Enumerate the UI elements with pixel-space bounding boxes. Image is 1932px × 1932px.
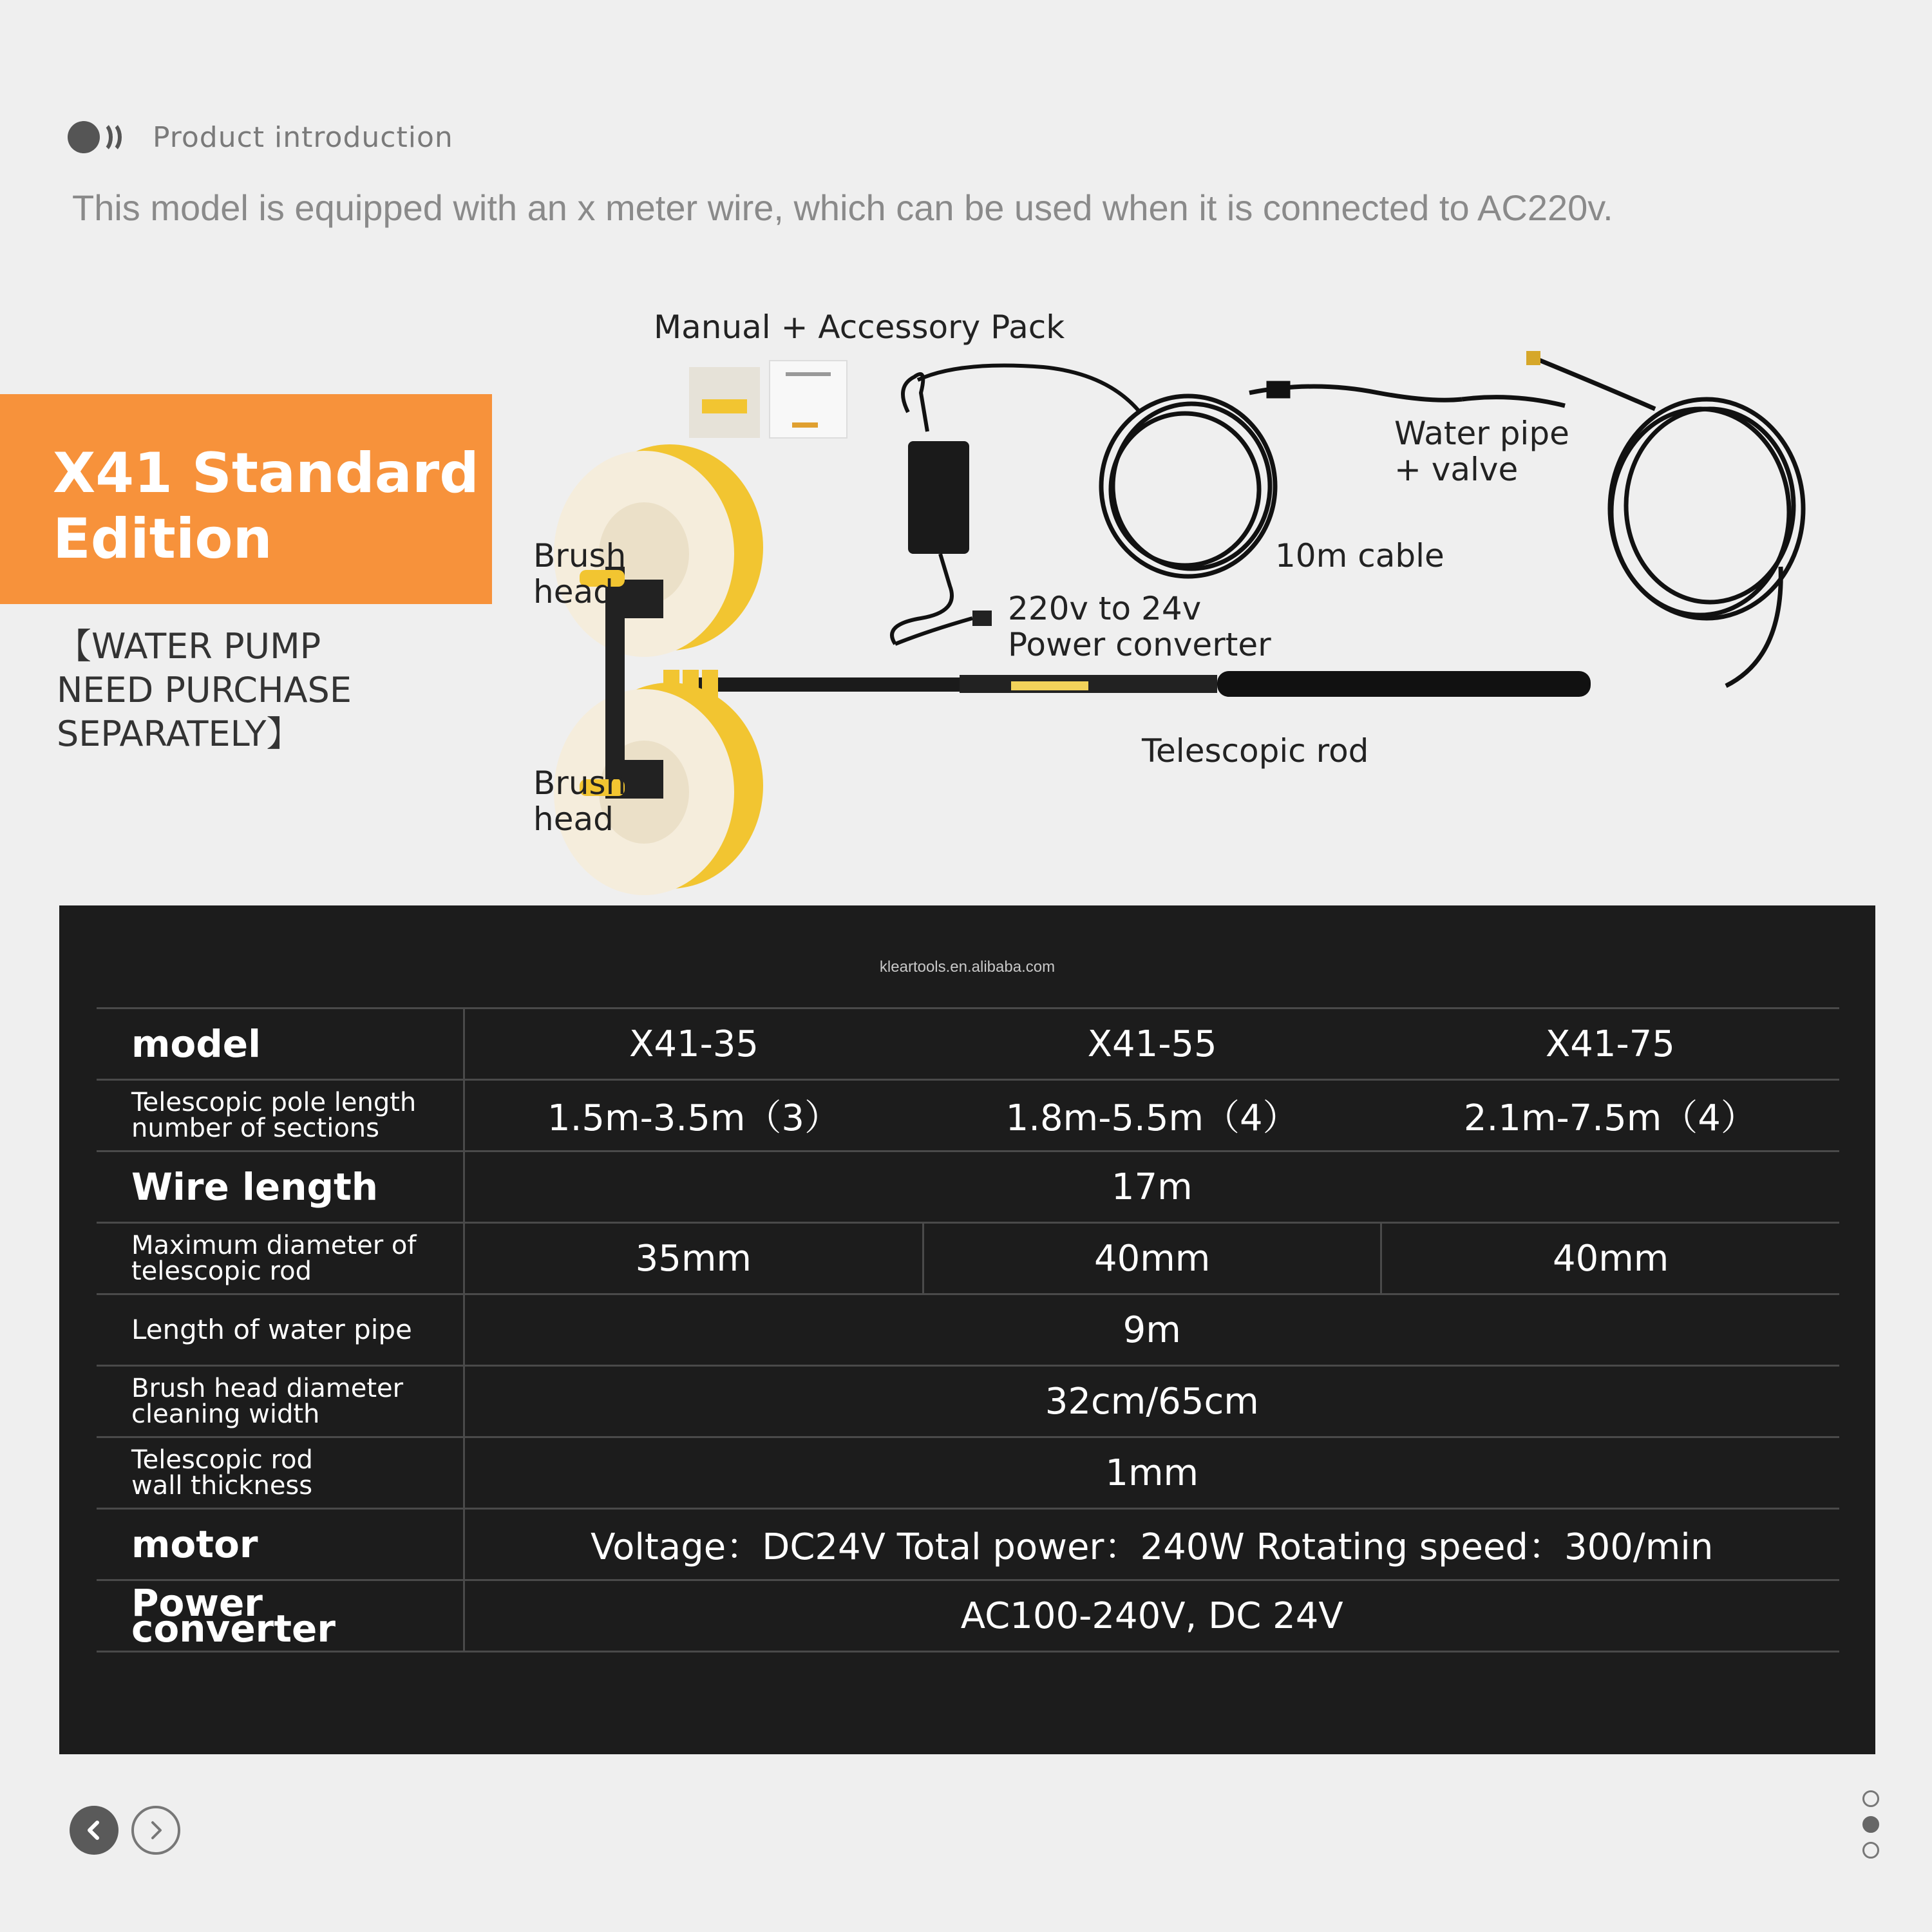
callout-line: + valve (1394, 451, 1519, 488)
row-label: motor (97, 1509, 464, 1580)
callout-line: Brush (533, 537, 627, 574)
callout-line: Power converter (1008, 626, 1271, 663)
cell-value: AC100-240V, DC 24V (960, 1595, 1343, 1637)
pump-note (57, 625, 352, 756)
row-label: Length of water pipe (97, 1294, 464, 1366)
cell-value: Voltage：DC24V Total power：240W Rotating speed：300/min (591, 1526, 1714, 1568)
edition-title-line2: Edition (53, 507, 272, 571)
edition-title-line1: X41 Standard (53, 441, 479, 506)
water-pipe-coil-image (1462, 351, 1803, 686)
prev-button[interactable] (70, 1806, 118, 1855)
row-label (97, 1223, 464, 1294)
spec-panel (59, 905, 1875, 1754)
label-line: wall thickness (131, 1471, 313, 1501)
callout-rod: Telescopic rod (1142, 732, 1369, 770)
section-header (68, 116, 453, 158)
table-row (97, 1437, 1839, 1509)
callout-line: head (533, 573, 614, 611)
pagination (1862, 1790, 1879, 1859)
table-row (97, 1080, 1839, 1151)
cell-value: 35mm (464, 1223, 923, 1294)
next-button[interactable] (131, 1806, 180, 1855)
label-line: telescopic rod (131, 1256, 312, 1286)
cell-value: 1.8m-5.5m（4） (1005, 1097, 1299, 1139)
row-label (97, 1366, 464, 1437)
pagination-dot-active[interactable] (1862, 1816, 1879, 1833)
row-label (97, 1437, 464, 1509)
table-row (97, 1366, 1839, 1437)
callout-line: Water pipe (1394, 415, 1569, 452)
cell-value: 17m (1111, 1166, 1193, 1208)
callout-water-pipe (1394, 415, 1569, 488)
section-title: Product introduction (153, 120, 453, 154)
accessory-pack-image (689, 361, 847, 438)
pump-note-line: 【WATER PUMP (57, 626, 321, 667)
telescopic-rod-image (663, 670, 1591, 699)
cell-value: X41-55 (1087, 1023, 1217, 1065)
callout-manual: Manual + Accessory Pack (654, 308, 1065, 346)
cell-value: X41-75 (1545, 1023, 1675, 1065)
cell-value: 1.5m-3.5m（3） (547, 1097, 841, 1139)
label-line: Maximum diameter of (131, 1231, 417, 1260)
label-line: Telescopic pole length (131, 1088, 417, 1117)
callout-line: Brush (533, 764, 627, 802)
cell-value: 40mm (1552, 1237, 1669, 1280)
pagination-dot[interactable] (1862, 1790, 1879, 1807)
pump-note-line: NEED PURCHASE (57, 670, 352, 710)
label-line: cleaning width (131, 1399, 320, 1429)
cell-value: 2.1m-7.5m（4） (1463, 1097, 1757, 1139)
pump-note-line: SEPARATELY】 (57, 714, 301, 754)
row-label: model (97, 1009, 464, 1080)
table-row (97, 1009, 1839, 1080)
row-label (97, 1080, 464, 1151)
table-row (97, 1580, 1839, 1652)
label-line: number of sections (131, 1113, 379, 1143)
product-image (509, 296, 1816, 914)
cell-value: 1mm (1105, 1452, 1199, 1494)
chevron-left-icon (81, 1817, 107, 1843)
cell-value: X41-35 (629, 1023, 759, 1065)
spec-table (97, 1007, 1839, 1653)
callout-cable: 10m cable (1275, 537, 1444, 574)
table-row (97, 1294, 1839, 1366)
edition-badge (0, 394, 492, 604)
row-label: Power converter (97, 1580, 464, 1652)
cell-value: 40mm (923, 1223, 1381, 1294)
pagination-dot[interactable] (1862, 1842, 1879, 1859)
watermark: kleartools.en.alibaba.com (879, 958, 1056, 976)
chevron-right-icon (143, 1817, 169, 1843)
callout-brush-head-top (533, 538, 626, 610)
intro-text: This model is equipped with an x meter wire, which can be used when it is connected to AC220v. (72, 187, 1613, 228)
cell-value: 9m (1122, 1309, 1181, 1351)
table-row (97, 1223, 1839, 1294)
callout-line: 220v to 24v (1008, 590, 1202, 627)
label-line: Telescopic rod (131, 1445, 313, 1475)
sound-wave-icon (68, 116, 124, 158)
row-label: Wire length (97, 1151, 464, 1223)
callout-converter (1008, 591, 1271, 663)
table-row (97, 1151, 1839, 1223)
callout-line: head (533, 800, 614, 838)
cell-value: 32cm/65cm (1045, 1380, 1259, 1423)
table-row (97, 1509, 1839, 1580)
callout-brush-head-bottom (533, 765, 626, 837)
label-line: Brush head diameter (131, 1374, 404, 1403)
